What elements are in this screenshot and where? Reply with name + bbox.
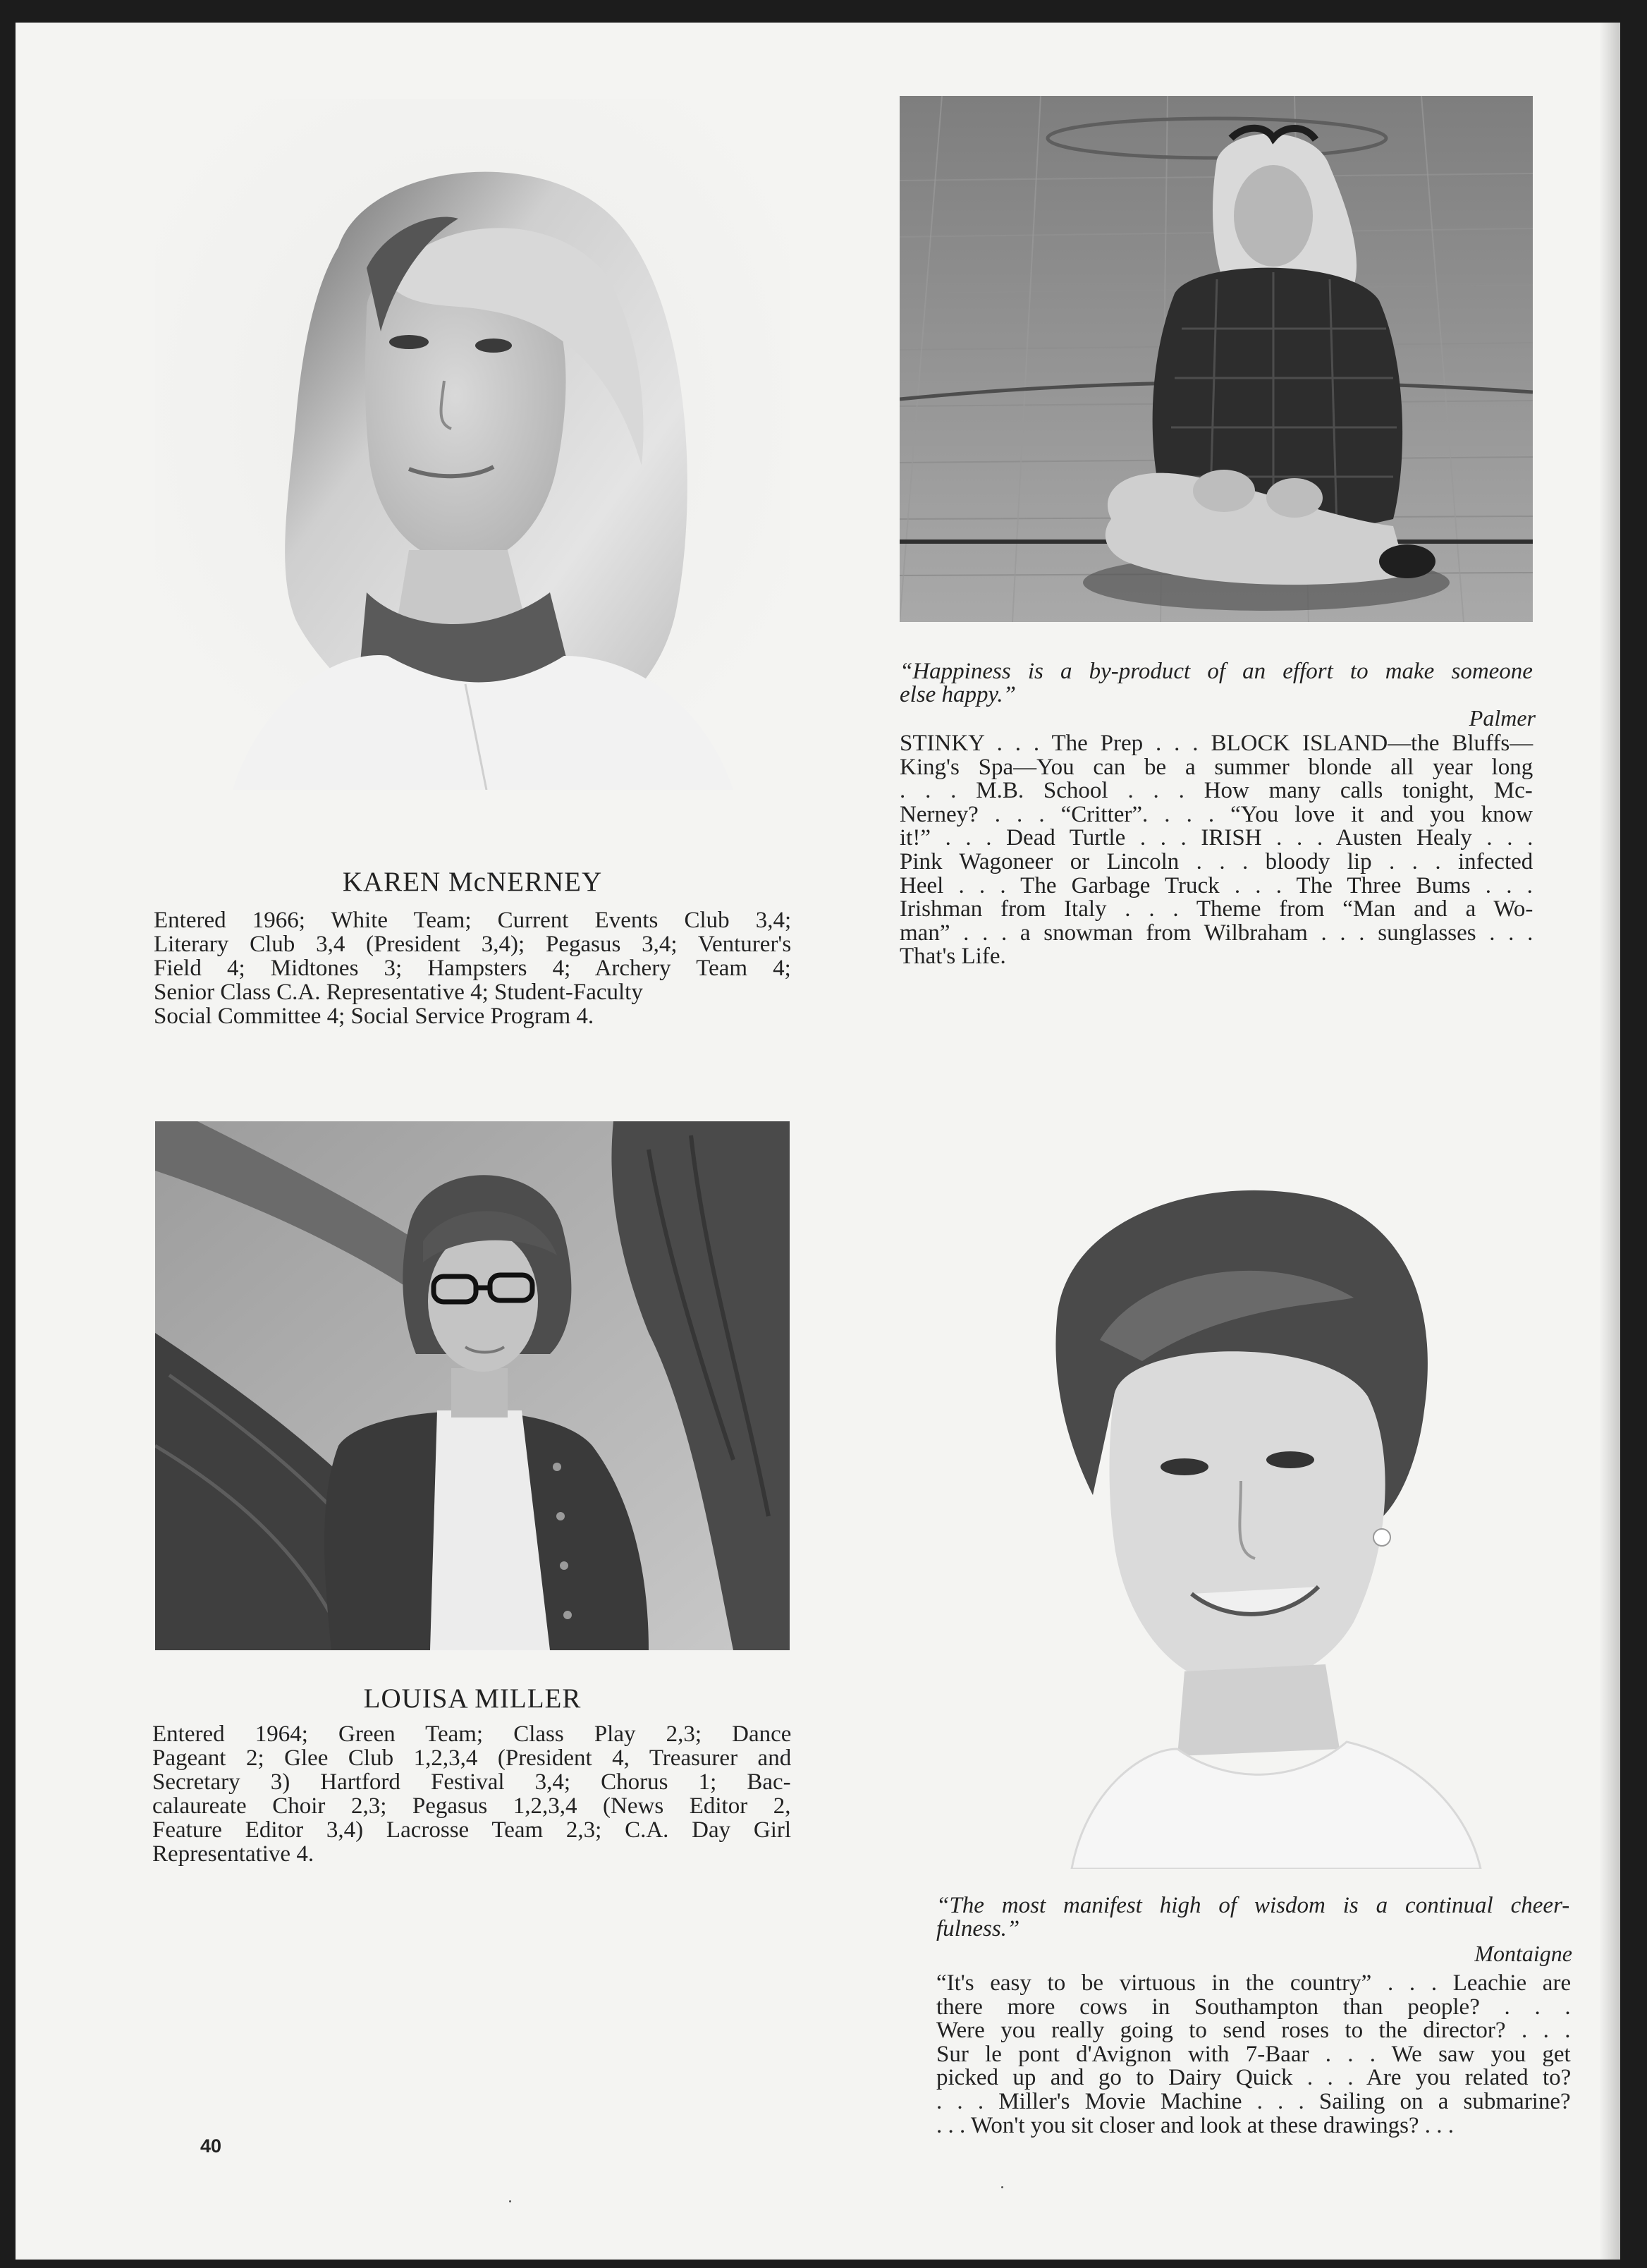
karen-name: KAREN McNERNEY xyxy=(342,867,603,897)
karen-bio xyxy=(154,908,791,1028)
karen-memories-line: That's Life. xyxy=(900,944,1006,970)
karen-memories-line: man” . . . a snowman from Wilbraham . . . sunglasses . . . xyxy=(900,920,1533,946)
karen-memories-line: Pink Wagoneer or Lincoln . . . bloody lip . . . infected xyxy=(900,848,1533,874)
louisa-bio-line: Entered 1964; Green Team; Class Play 2,3; Dance xyxy=(152,1721,792,1747)
karen-bio-line: Field 4; Midtones 3; Hampsters 4; Archery Team 4; xyxy=(154,956,791,981)
karen-bio-line: Senior Class C.A. Representative 4; Student-Faculty xyxy=(154,980,643,1005)
louisa-bio xyxy=(152,1722,791,1866)
louisa-memories-line: . . . Won't you sit closer and look at these drawings? . . . xyxy=(936,2112,1455,2138)
louisa-bio-line: Secretary 3) Hartford Festival 3,4; Chorus 1; Bac- xyxy=(152,1769,791,1795)
karen-quote-line: “Happiness is a by-product of an effort to make someone xyxy=(900,659,1533,684)
louisa-memories-line: . . . Miller's Movie Machine . . . Sailing on a submarine? xyxy=(936,2088,1571,2114)
karen-quote xyxy=(900,660,1533,707)
karen-portrait-photo xyxy=(155,99,790,790)
karen-bio-line: Literary Club 3,4 (President 3,4); Pegasus 3,4; Venturer's xyxy=(154,932,792,957)
louisa-bio-line: Representative 4. xyxy=(152,1841,314,1867)
louisa-quote-attribution: Montaigne xyxy=(1474,1941,1572,1966)
louisa-quote-line: “The most manifest high of wisdom is a continual cheer- xyxy=(936,1893,1570,1918)
louisa-memories xyxy=(936,1972,1571,2138)
karen-memories-line: . . . M.B. School . . . How many calls tonight, Mc- xyxy=(900,778,1533,804)
louisa-quote xyxy=(936,1894,1569,1941)
scan-speck xyxy=(1001,2186,1003,2188)
louisa-name: LOUISA MILLER xyxy=(363,1683,582,1714)
louisa-bio-line: Pageant 2; Glee Club 1,2,3,4 (President 4, Treasurer and xyxy=(152,1745,792,1771)
karen-candid-photo xyxy=(900,96,1533,622)
louisa-candid-photo xyxy=(155,1121,790,1650)
karen-bio-line: Entered 1966; White Team; Current Events Club 3,4; xyxy=(154,908,792,933)
karen-bio-line: Social Committee 4; Social Service Program 4. xyxy=(154,1004,594,1029)
karen-memories-line: Heel . . . The Garbage Truck . . . The Three Bums . . . xyxy=(900,872,1533,898)
louisa-bio-line: Feature Editor 3,4) Lacrosse Team 2,3; C.A. Day Girl xyxy=(152,1817,792,1843)
karen-memories-line: King's Spa—You can be a summer blonde all year long xyxy=(900,754,1533,780)
louisa-quote-line: fulness.” xyxy=(936,1916,1020,1941)
karen-memories xyxy=(900,732,1533,969)
louisa-memories-line: Sur le pont d'Avignon with 7-Baar . . . We saw you get xyxy=(936,2041,1571,2067)
karen-quote-attribution: Palmer xyxy=(1469,705,1536,731)
karen-memories-line: Nerney? . . . “Critter”. . . . “You love it and you know xyxy=(900,801,1533,827)
louisa-bio-line: calaureate Choir 2,3; Pegasus 1,2,3,4 (News Editor 2, xyxy=(152,1793,791,1819)
scan-speck xyxy=(509,2200,511,2202)
page-edge-shadow xyxy=(1599,23,1620,2260)
karen-memories-line: STINKY . . . The Prep . . . BLOCK ISLAND—the Bluffs— xyxy=(900,731,1533,756)
karen-memories-line: Irishman from Italy . . . Theme from “Man and a Wo- xyxy=(900,896,1533,922)
karen-quote-line: else happy.” xyxy=(900,682,1016,707)
louisa-memories-line: Were you really going to send roses to the director? . . . xyxy=(936,2018,1571,2044)
louisa-memories-line: there more cows in Southampton than people? . . . xyxy=(936,1994,1571,2020)
karen-memories-line: it!” . . . Dead Turtle . . . IRISH . . . Austen Healy . . . xyxy=(900,825,1533,851)
louisa-memories-line: picked up and go to Dairy Quick . . . Are you related to? xyxy=(936,2065,1572,2091)
louisa-memories-line: “It's easy to be virtuous in the country” . . . Leachie are xyxy=(936,1970,1572,1996)
page-number: 40 xyxy=(200,2135,222,2157)
louisa-portrait-photo xyxy=(931,1128,1551,1869)
